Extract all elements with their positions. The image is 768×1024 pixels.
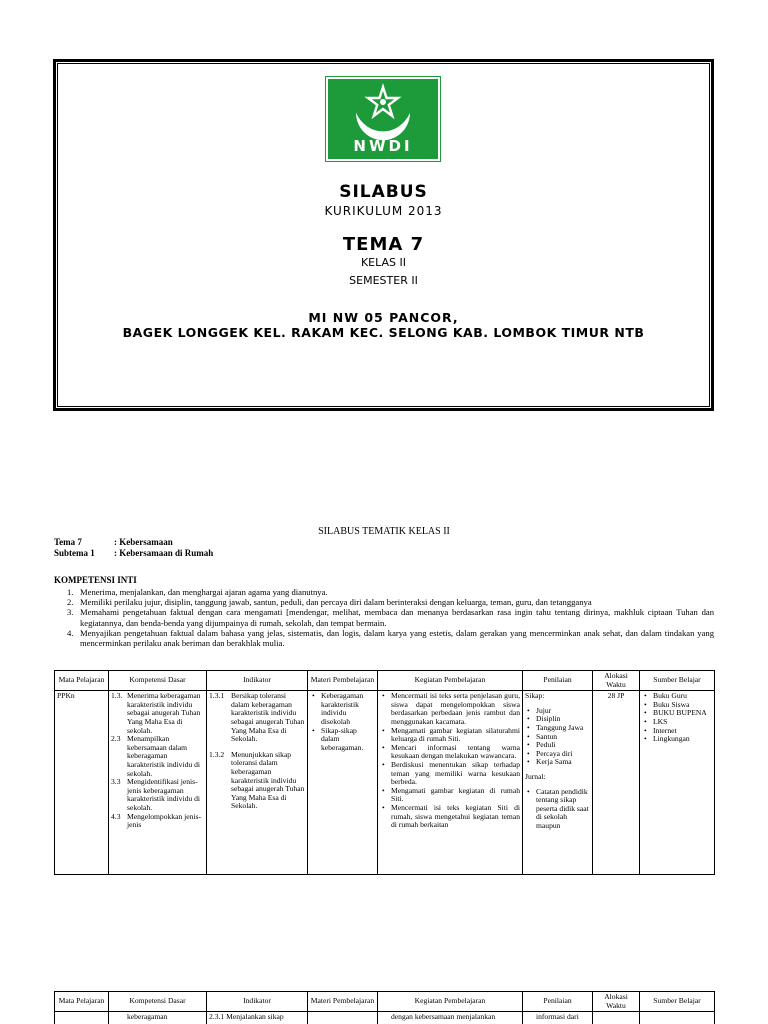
cell-alokasi [593, 691, 640, 875]
cover-class: KELAS II [360, 256, 407, 269]
list-item: • Peduli [525, 741, 590, 750]
indikator-text: Bersikap toleransi dalam keberagaman karakteristik individu sebagai anugerah Tuhan Yang Maha Esa di Sekolah. [231, 692, 305, 744]
list-item [209, 692, 305, 744]
ki-item [54, 587, 714, 597]
col-header: Penilaian [523, 671, 593, 691]
ki-item-number: 3. [67, 607, 74, 618]
cover-school: MI NW 05 PANCOR, [308, 310, 459, 325]
ki-item [54, 607, 714, 627]
col-header: Indikator [207, 671, 308, 691]
cell-sumber [640, 1012, 715, 1024]
list-item: • Buku Siswa [642, 701, 712, 710]
alokasi-text: 28 JP [607, 692, 625, 701]
list-item: • Mencermati isi teks serta penjelasan guru, siswa dapat mengelompokkan siswa berdasarkan perbedaan jenis rambut dan menggunakan kacamata. [380, 692, 520, 726]
kd-text: Menerima keberagaman karakteristik individu sebagai anugerah Tuhan Yang Maha Esa di sekolah. [127, 692, 201, 735]
kd-number: 1.3. [111, 692, 123, 701]
table-row [55, 1012, 715, 1024]
meta-subtema-label: Subtema 1 [54, 548, 95, 558]
col-header: Penilaian [523, 992, 593, 1012]
cover-address: BAGEK LONGGEK KEL. RAKAM KEC. SELONG KAB. LOMBOK TIMUR NTB [122, 325, 645, 340]
cell-sumber [640, 691, 715, 875]
list-item: • Tanggung Jawa [525, 724, 590, 733]
indikator-number: 2.3.1 [209, 1012, 225, 1022]
indikator-number: 1.3.1 [209, 692, 225, 701]
kd-text: Menampilkan kebersamaan dalam keberagaman karakteristik individu di sekolah. [127, 734, 200, 778]
table-header-row [55, 671, 715, 691]
cover-title: SILABUS [339, 182, 428, 202]
penilaian-text: informasi dari [536, 1012, 579, 1022]
col-header: Kegiatan Pembelajaran [378, 671, 523, 691]
ki-item [54, 628, 714, 648]
kd-number: 4.3 [111, 811, 121, 821]
list-item [111, 778, 204, 812]
kd-number: 3.3 [111, 777, 121, 787]
list-item [111, 692, 204, 735]
list-item: • Mengamati gambar kegiatan di rumah Siti. [380, 787, 520, 804]
meta-tema-value: : Kebersamaan [114, 537, 173, 547]
col-header: Kompetensi Dasar [109, 671, 207, 691]
list-item: • Percaya diri [525, 750, 590, 759]
cell-materi [308, 1012, 378, 1024]
cell-alokasi [593, 1012, 640, 1024]
cell-penilaian [523, 691, 593, 875]
list-item [209, 751, 305, 811]
list-item: • Mencari informasi tentang warna kesukaan dengan melakukan wawancara. [380, 744, 520, 761]
syllabus-table [54, 670, 715, 875]
ki-item-number: 4. [67, 627, 74, 638]
list-item: • Mengamati gambar kegiatan silaturahmi keluarga di rumah Siti. [380, 727, 520, 744]
col-header: Sumber Belajar [640, 671, 715, 691]
col-header: Materi Pembelajaran [308, 992, 378, 1012]
indikator-text: Menunjukkan sikap toleransi dalam keberagaman karakteristik individu sebagai anugerah Tuhan Yang Maha Esa di Sekolah. [231, 749, 305, 811]
list-item: • Kerja Sama [525, 758, 590, 767]
meta-subtema-value: : Kebersamaan di Rumah [114, 548, 214, 558]
syllabus-table-continued [54, 991, 715, 1024]
col-header: Kompetensi Dasar [109, 992, 207, 1012]
ki-item-text: Menyajikan pengetahuan faktual dalam bahasa yang jelas, sistematis, dan logis, dalam karya yang estetis, dalam gerakan yang mencerminkan anak sehat, dan dalam tindakan yang mencerminkan perilaku anak beriman dan berakhlak mulia. [80, 627, 714, 649]
cell-kegiatan [378, 1012, 523, 1024]
list-item: • Catatan pendidik tentang sikap peserta didik saat di sekolah maupun [525, 788, 590, 831]
table-header-row [55, 992, 715, 1012]
penilaian-sikap-label: Sikap: [525, 692, 545, 701]
ki-item-text: Memahami pengetahuan faktual dengan cara mengamati [mendengar, melihat, membaca dan menanya berdasarkan rasa ingin tahu tentang dirinya, makhluk ciptaan Tuhan dan kegiatannya, dan benda-benda yang dijumpainya di rumah, sekolah, dan tempat bermain. [80, 607, 714, 628]
list-item: • Mencermati isi teks kegiatan Siti di rumah, siswa mengetahui kegiatan teman di rumah berkaitan [380, 804, 520, 830]
cell-indikator [207, 691, 308, 875]
meta-subtema [54, 548, 213, 558]
col-header: Kegiatan Pembelajaran [378, 992, 523, 1012]
table-row [55, 691, 715, 875]
kegiatan-text: dengan kebersamaan menjalankan [391, 1012, 496, 1022]
col-header: Indikator [207, 992, 308, 1012]
list-item: • Jujur [525, 707, 590, 716]
list-item: • Lingkungan [642, 735, 712, 744]
ki-item-number: 1. [67, 587, 74, 597]
kd-text: keberagaman [127, 1012, 168, 1022]
list-item [111, 735, 204, 778]
list-item: • Keberagaman karakteristik individu disekolah [310, 692, 375, 726]
list-item: • Disiplin [525, 715, 590, 724]
cell-subject [55, 1012, 109, 1024]
kd-text: Mengidentifikasi jenis-jenis keberagaman karakteristik individu di sekolah. [127, 777, 200, 812]
cover-curriculum: KURIKULUM 2013 [324, 204, 443, 218]
meta-tema [54, 537, 173, 547]
logo-text: NWDI [353, 137, 413, 155]
meta-tema-label: Tema 7 [54, 537, 82, 547]
cell-kd [109, 1012, 207, 1024]
col-header: Alokasi Waktu [593, 671, 640, 691]
document-title: SILABUS TEMATIK KELAS II [318, 526, 450, 537]
col-header: Alokasi Waktu [593, 992, 640, 1012]
cover-theme: TEMA 7 [342, 234, 425, 255]
col-header: Sumber Belajar [640, 992, 715, 1012]
list-item: • Buku Guru [642, 692, 712, 701]
subject-text: PPKn [57, 692, 75, 701]
ki-heading: KOMPETENSI INTI [54, 575, 137, 585]
cell-materi [308, 691, 378, 875]
ki-item-number: 2. [67, 597, 74, 608]
cover-semester: SEMESTER II [349, 274, 418, 287]
list-item: • LKS [642, 718, 712, 727]
cell-penilaian [523, 1012, 593, 1024]
list-item: • Internet [642, 727, 712, 736]
list-item: • BUKU BUPENA [642, 709, 712, 718]
indikator-text: Menjalankan sikap [226, 1012, 284, 1022]
col-header: Materi Pembelajaran [308, 671, 378, 691]
col-header: Mata Pelajaran [55, 671, 109, 691]
penilaian-jurnal-label: Jurnal: [525, 771, 546, 781]
cell-kegiatan [378, 691, 523, 875]
kd-text: Mengelompokkan jenis-jenis [127, 811, 202, 830]
col-header: Mata Pelajaran [55, 992, 109, 1012]
indikator-number: 1.3.2 [209, 749, 225, 759]
list-item: • Santun [525, 733, 590, 742]
list-item [111, 813, 204, 830]
nwdi-logo [326, 77, 440, 161]
cell-kd [109, 691, 207, 875]
ki-item-text: Menerima, menjalankan, dan menghargai ajaran agama yang dianutnya. [80, 587, 328, 597]
cell-indikator [207, 1012, 308, 1024]
cell-subject [55, 691, 109, 875]
ki-item-text: Memiliki perilaku jujur, disiplin, tanggung jawab, santun, peduli, dan percaya diri dalam berinteraksi dengan keluarga, teman, guru, dan tetangganya [80, 597, 592, 608]
ki-list [54, 587, 714, 648]
ki-item [54, 597, 714, 607]
list-item: • Sikap-sikap dalam keberagaman. [310, 727, 375, 753]
list-item: • Berdiskusi menentukan sikap terhadap teman yang memiliki warna kesukaan berbeda. [380, 761, 520, 787]
kd-number: 2.3 [111, 734, 121, 744]
